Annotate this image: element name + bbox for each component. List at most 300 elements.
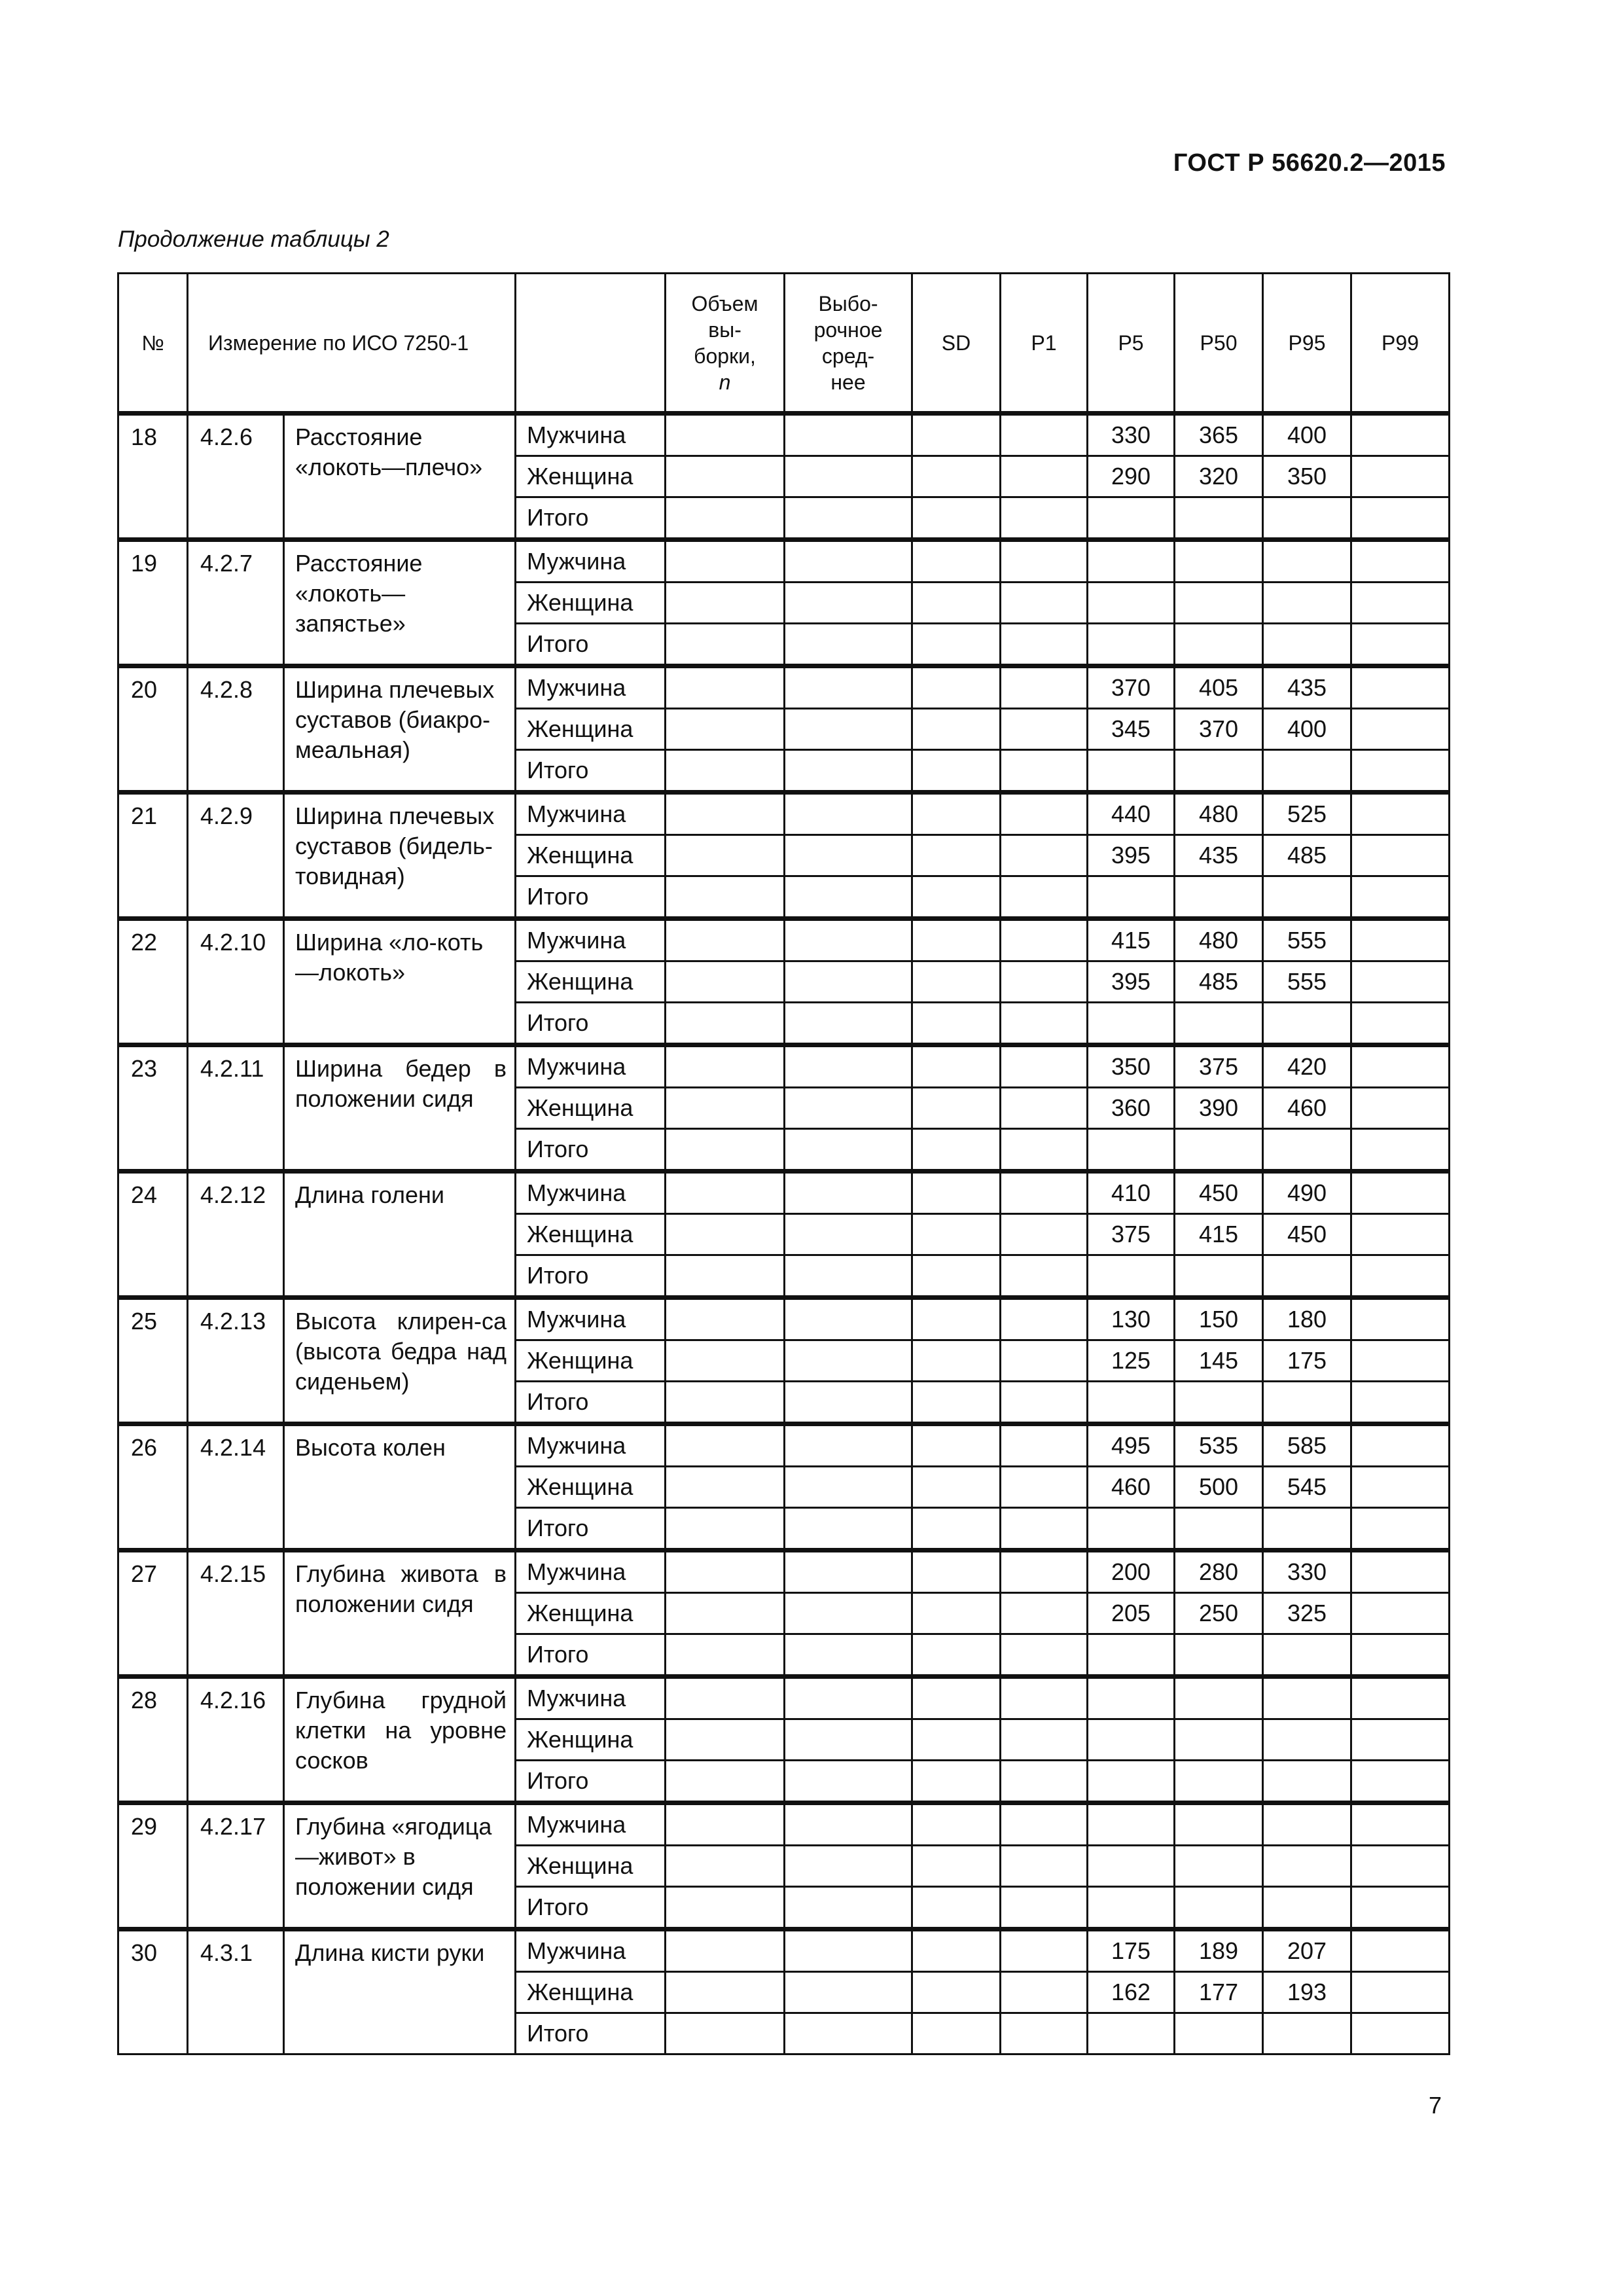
p5-cell [1088, 1382, 1175, 1424]
p1-cell [1001, 666, 1088, 709]
p50-cell [1175, 2013, 1263, 2054]
sd-cell [912, 540, 1001, 583]
sample-mean-cell [785, 497, 912, 540]
table-row [118, 1677, 1450, 1719]
p1-cell [1001, 709, 1088, 750]
p50-cell: 177 [1175, 1972, 1263, 2013]
sample-size-cell [666, 1129, 785, 1172]
col-header-no: № [118, 274, 188, 414]
table-row [118, 919, 1450, 961]
sample-size-cell [666, 1719, 785, 1761]
sex-label: Женщина [516, 1214, 666, 1255]
sample-size-cell [666, 1340, 785, 1382]
p99-cell [1351, 2013, 1450, 2054]
table-row [118, 1298, 1450, 1340]
col-header-p50: P50 [1175, 274, 1263, 414]
p99-cell [1351, 624, 1450, 666]
p1-cell [1001, 497, 1088, 540]
p1-cell [1001, 1677, 1088, 1719]
p95-cell: 490 [1263, 1172, 1351, 1214]
sex-label: Итого [516, 2013, 666, 2054]
sex-label: Мужчина [516, 919, 666, 961]
sample-size-cell [666, 1255, 785, 1298]
p1-cell [1001, 1761, 1088, 1803]
sample-size-cell [666, 2013, 785, 2054]
sex-label: Итого [516, 1508, 666, 1551]
sex-label: Женщина [516, 1088, 666, 1129]
p1-cell [1001, 1593, 1088, 1634]
p5-cell: 410 [1088, 1172, 1175, 1214]
p5-cell: 345 [1088, 709, 1175, 750]
sample-size-cell [666, 1508, 785, 1551]
p99-cell [1351, 835, 1450, 876]
sex-label: Итого [516, 497, 666, 540]
iso-section: 4.2.11 [188, 1045, 284, 1172]
sex-label: Итого [516, 1887, 666, 1929]
p99-cell [1351, 1003, 1450, 1045]
p50-cell: 280 [1175, 1551, 1263, 1593]
sex-label: Женщина [516, 961, 666, 1003]
table-row [118, 666, 1450, 709]
sd-cell [912, 1634, 1001, 1677]
sd-cell [912, 919, 1001, 961]
p50-cell: 415 [1175, 1214, 1263, 1255]
p95-cell: 193 [1263, 1972, 1351, 2013]
p95-cell [1263, 1634, 1351, 1677]
measurement-name: Ширина плечевых суставов (бидель-товидная) [284, 793, 516, 919]
p95-cell [1263, 1255, 1351, 1298]
p50-cell [1175, 624, 1263, 666]
sample-size-line: n [719, 370, 731, 394]
p95-cell [1263, 540, 1351, 583]
iso-section: 4.2.6 [188, 414, 284, 540]
p95-cell [1263, 624, 1351, 666]
sample-mean-cell [785, 1340, 912, 1382]
measurement-name: Длина кисти руки [284, 1929, 516, 2054]
sex-label: Итого [516, 624, 666, 666]
p1-cell [1001, 540, 1088, 583]
p5-cell: 440 [1088, 793, 1175, 835]
p50-cell [1175, 750, 1263, 793]
iso-section: 4.2.13 [188, 1298, 284, 1424]
sample-size-cell [666, 1172, 785, 1214]
p1-cell [1001, 1298, 1088, 1340]
p5-cell [1088, 1003, 1175, 1045]
p50-cell: 480 [1175, 919, 1263, 961]
sample-mean-cell [785, 793, 912, 835]
p1-cell [1001, 1172, 1088, 1214]
p50-cell [1175, 1255, 1263, 1298]
p95-cell: 555 [1263, 919, 1351, 961]
sample-mean-cell [785, 961, 912, 1003]
sd-cell [912, 1467, 1001, 1508]
sample-size-cell [666, 666, 785, 709]
sample-size-cell [666, 1003, 785, 1045]
p5-cell: 130 [1088, 1298, 1175, 1340]
p95-cell: 350 [1263, 456, 1351, 497]
p99-cell [1351, 540, 1450, 583]
p5-cell: 375 [1088, 1214, 1175, 1255]
table-row [118, 1172, 1450, 1214]
p5-cell: 330 [1088, 414, 1175, 456]
p1-cell [1001, 1929, 1088, 1972]
sample-mean-line: рочное [813, 317, 883, 342]
sample-size-line: борки, [694, 344, 756, 368]
p50-cell [1175, 1803, 1263, 1846]
sample-size-cell [666, 1803, 785, 1846]
sex-label: Женщина [516, 1972, 666, 2013]
sample-mean-cell [785, 1846, 912, 1887]
p1-cell [1001, 1382, 1088, 1424]
sample-size-cell [666, 1088, 785, 1129]
p1-cell [1001, 1467, 1088, 1508]
sex-label: Итого [516, 876, 666, 919]
table-caption: Продолжение таблицы 2 [118, 226, 389, 252]
col-header-sample-mean [785, 274, 912, 414]
col-header-sample-size [666, 274, 785, 414]
p99-cell [1351, 1255, 1450, 1298]
p95-cell: 485 [1263, 835, 1351, 876]
p99-cell [1351, 414, 1450, 456]
p50-cell [1175, 1846, 1263, 1887]
p5-cell [1088, 624, 1175, 666]
sex-label: Женщина [516, 583, 666, 624]
p5-cell: 205 [1088, 1593, 1175, 1634]
p95-cell: 460 [1263, 1088, 1351, 1129]
p1-cell [1001, 1719, 1088, 1761]
p99-cell [1351, 876, 1450, 919]
sex-label: Итого [516, 1129, 666, 1172]
sample-mean-cell [785, 919, 912, 961]
sample-size-cell [666, 414, 785, 456]
measurement-table [117, 272, 1450, 2055]
p50-cell [1175, 1129, 1263, 1172]
sample-size-cell [666, 1634, 785, 1677]
sd-cell [912, 835, 1001, 876]
sample-mean-cell [785, 750, 912, 793]
sample-size-cell [666, 1382, 785, 1424]
p50-cell [1175, 583, 1263, 624]
p5-cell [1088, 1887, 1175, 1929]
p50-cell: 405 [1175, 666, 1263, 709]
p1-cell [1001, 2013, 1088, 2054]
p1-cell [1001, 1887, 1088, 1929]
row-number: 30 [118, 1929, 188, 2054]
p95-cell: 400 [1263, 709, 1351, 750]
sample-size-cell [666, 750, 785, 793]
row-number: 25 [118, 1298, 188, 1424]
p50-cell: 480 [1175, 793, 1263, 835]
p1-cell [1001, 1803, 1088, 1846]
sample-size-cell [666, 709, 785, 750]
p50-cell: 500 [1175, 1467, 1263, 1508]
table-row [118, 1045, 1450, 1088]
sd-cell [912, 1677, 1001, 1719]
iso-section: 4.2.7 [188, 540, 284, 666]
p99-cell [1351, 1424, 1450, 1467]
sample-size-line: вы- [708, 317, 741, 342]
p95-cell: 330 [1263, 1551, 1351, 1593]
table-row [118, 414, 1450, 456]
sample-mean-cell [785, 1634, 912, 1677]
table-row [118, 540, 1450, 583]
sample-size-cell [666, 1761, 785, 1803]
sample-size-cell [666, 793, 785, 835]
p99-cell [1351, 497, 1450, 540]
p5-cell: 415 [1088, 919, 1175, 961]
iso-section: 4.2.14 [188, 1424, 284, 1551]
sample-mean-cell [785, 1929, 912, 1972]
p95-cell [1263, 497, 1351, 540]
p50-cell [1175, 1719, 1263, 1761]
measurement-name: Глубина грудной клетки на уровне сосков [284, 1677, 516, 1803]
col-header-p1: P1 [1001, 274, 1088, 414]
iso-section: 4.2.9 [188, 793, 284, 919]
sample-mean-cell [785, 1424, 912, 1467]
measurement-name: Длина голени [284, 1172, 516, 1298]
p95-cell: 525 [1263, 793, 1351, 835]
p99-cell [1351, 750, 1450, 793]
sd-cell [912, 1045, 1001, 1088]
row-number: 29 [118, 1803, 188, 1929]
sd-cell [912, 2013, 1001, 2054]
p5-cell: 395 [1088, 961, 1175, 1003]
sample-size-cell [666, 456, 785, 497]
p95-cell: 400 [1263, 414, 1351, 456]
sex-label: Мужчина [516, 1929, 666, 1972]
p50-cell [1175, 1382, 1263, 1424]
sd-cell [912, 1929, 1001, 1972]
sample-mean-cell [785, 1508, 912, 1551]
p5-cell [1088, 1677, 1175, 1719]
sample-mean-cell [785, 666, 912, 709]
sample-mean-cell [785, 709, 912, 750]
row-number: 18 [118, 414, 188, 540]
sd-cell [912, 1298, 1001, 1340]
p1-cell [1001, 1551, 1088, 1593]
p95-cell [1263, 1803, 1351, 1846]
sex-label: Итого [516, 1255, 666, 1298]
sample-mean-line: нее [830, 370, 866, 394]
sample-mean-cell [785, 1972, 912, 2013]
p99-cell [1351, 1972, 1450, 2013]
sample-mean-cell [785, 1761, 912, 1803]
p1-cell [1001, 1508, 1088, 1551]
p95-cell: 585 [1263, 1424, 1351, 1467]
p99-cell [1351, 1677, 1450, 1719]
p50-cell [1175, 1887, 1263, 1929]
p95-cell: 435 [1263, 666, 1351, 709]
sample-mean-cell [785, 1003, 912, 1045]
sd-cell [912, 1340, 1001, 1382]
sd-cell [912, 1719, 1001, 1761]
row-number: 26 [118, 1424, 188, 1551]
sample-size-cell [666, 1551, 785, 1593]
p95-cell [1263, 1382, 1351, 1424]
sex-label: Мужчина [516, 1803, 666, 1846]
measurement-name: Ширина «ло-коть—локоть» [284, 919, 516, 1045]
p50-cell [1175, 1508, 1263, 1551]
p99-cell [1351, 1761, 1450, 1803]
p95-cell [1263, 1003, 1351, 1045]
p1-cell [1001, 1088, 1088, 1129]
p50-cell: 250 [1175, 1593, 1263, 1634]
sd-cell [912, 666, 1001, 709]
sd-cell [912, 1508, 1001, 1551]
p99-cell [1351, 1214, 1450, 1255]
p1-cell [1001, 750, 1088, 793]
sample-mean-cell [785, 1045, 912, 1088]
p99-cell [1351, 1045, 1450, 1088]
p50-cell: 485 [1175, 961, 1263, 1003]
sample-mean-cell [785, 414, 912, 456]
p50-cell: 320 [1175, 456, 1263, 497]
sample-size-cell [666, 1298, 785, 1340]
p95-cell [1263, 1508, 1351, 1551]
row-number: 23 [118, 1045, 188, 1172]
sample-size-cell [666, 1424, 785, 1467]
p95-cell [1263, 1846, 1351, 1887]
sample-mean-cell [785, 1214, 912, 1255]
col-header-p95: P95 [1263, 274, 1351, 414]
sample-size-cell [666, 919, 785, 961]
measurement-name: Расстояние «локоть— запястье» [284, 540, 516, 666]
p95-cell: 450 [1263, 1214, 1351, 1255]
sd-cell [912, 1214, 1001, 1255]
sex-label: Мужчина [516, 1677, 666, 1719]
col-header-measurement: Измерение по ИСО 7250-1 [188, 274, 516, 414]
sex-label: Мужчина [516, 793, 666, 835]
iso-section: 4.2.8 [188, 666, 284, 793]
sample-size-cell [666, 624, 785, 666]
p95-cell: 207 [1263, 1929, 1351, 1972]
p5-cell [1088, 1846, 1175, 1887]
p50-cell: 450 [1175, 1172, 1263, 1214]
standard-code: ГОСТ Р 56620.2—2015 [1173, 149, 1446, 177]
row-number: 22 [118, 919, 188, 1045]
p5-cell: 360 [1088, 1088, 1175, 1129]
p95-cell [1263, 1887, 1351, 1929]
iso-section: 4.3.1 [188, 1929, 284, 2054]
p5-cell [1088, 1255, 1175, 1298]
p99-cell [1351, 793, 1450, 835]
p99-cell [1351, 709, 1450, 750]
sex-label: Мужчина [516, 666, 666, 709]
p5-cell [1088, 876, 1175, 919]
sex-label: Мужчина [516, 1551, 666, 1593]
sex-label: Мужчина [516, 1424, 666, 1467]
sample-size-cell [666, 876, 785, 919]
sd-cell [912, 1846, 1001, 1887]
p50-cell [1175, 540, 1263, 583]
sd-cell [912, 1593, 1001, 1634]
p99-cell [1351, 1929, 1450, 1972]
p5-cell [1088, 1719, 1175, 1761]
sample-mean-line: сред- [821, 344, 875, 368]
p50-cell: 150 [1175, 1298, 1263, 1340]
sample-mean-cell [785, 1129, 912, 1172]
iso-section: 4.2.16 [188, 1677, 284, 1803]
p5-cell [1088, 750, 1175, 793]
p1-cell [1001, 1846, 1088, 1887]
p50-cell: 535 [1175, 1424, 1263, 1467]
p5-cell [1088, 540, 1175, 583]
sex-label: Женщина [516, 1719, 666, 1761]
p95-cell [1263, 2013, 1351, 2054]
sex-label: Женщина [516, 1467, 666, 1508]
sex-label: Мужчина [516, 1045, 666, 1088]
table-header-row [118, 274, 1450, 414]
sex-label: Итого [516, 750, 666, 793]
p5-cell [1088, 1761, 1175, 1803]
sample-mean-cell [785, 1719, 912, 1761]
p50-cell [1175, 1677, 1263, 1719]
p5-cell: 370 [1088, 666, 1175, 709]
p50-cell [1175, 497, 1263, 540]
p99-cell [1351, 583, 1450, 624]
sex-label: Итого [516, 1634, 666, 1677]
sd-cell [912, 961, 1001, 1003]
sd-cell [912, 1172, 1001, 1214]
row-number: 21 [118, 793, 188, 919]
p1-cell [1001, 1214, 1088, 1255]
p99-cell [1351, 1846, 1450, 1887]
p95-cell: 180 [1263, 1298, 1351, 1340]
p95-cell: 420 [1263, 1045, 1351, 1088]
p1-cell [1001, 793, 1088, 835]
p1-cell [1001, 1972, 1088, 2013]
p50-cell [1175, 1761, 1263, 1803]
p1-cell [1001, 1340, 1088, 1382]
iso-section: 4.2.17 [188, 1803, 284, 1929]
p1-cell [1001, 1045, 1088, 1088]
p5-cell: 200 [1088, 1551, 1175, 1593]
sample-size-cell [666, 1593, 785, 1634]
p95-cell [1263, 1677, 1351, 1719]
p95-cell [1263, 876, 1351, 919]
p1-cell [1001, 1003, 1088, 1045]
sd-cell [912, 709, 1001, 750]
p95-cell: 175 [1263, 1340, 1351, 1382]
measurement-name: Высота колен [284, 1424, 516, 1551]
sample-mean-cell [785, 540, 912, 583]
p50-cell: 145 [1175, 1340, 1263, 1382]
p99-cell [1351, 1467, 1450, 1508]
sample-size-cell [666, 1677, 785, 1719]
table-row [118, 1551, 1450, 1593]
p5-cell: 460 [1088, 1467, 1175, 1508]
sd-cell [912, 1887, 1001, 1929]
sex-label: Мужчина [516, 414, 666, 456]
sample-size-cell [666, 961, 785, 1003]
p99-cell [1351, 1382, 1450, 1424]
p95-cell: 555 [1263, 961, 1351, 1003]
p1-cell [1001, 1424, 1088, 1467]
table-row [118, 1803, 1450, 1846]
p1-cell [1001, 1255, 1088, 1298]
sd-cell [912, 497, 1001, 540]
sample-size-cell [666, 1887, 785, 1929]
p99-cell [1351, 1593, 1450, 1634]
p50-cell: 435 [1175, 835, 1263, 876]
p5-cell: 350 [1088, 1045, 1175, 1088]
p95-cell: 545 [1263, 1467, 1351, 1508]
sd-cell [912, 1255, 1001, 1298]
p5-cell [1088, 497, 1175, 540]
p50-cell [1175, 1634, 1263, 1677]
iso-section: 4.2.15 [188, 1551, 284, 1677]
p99-cell [1351, 1088, 1450, 1129]
